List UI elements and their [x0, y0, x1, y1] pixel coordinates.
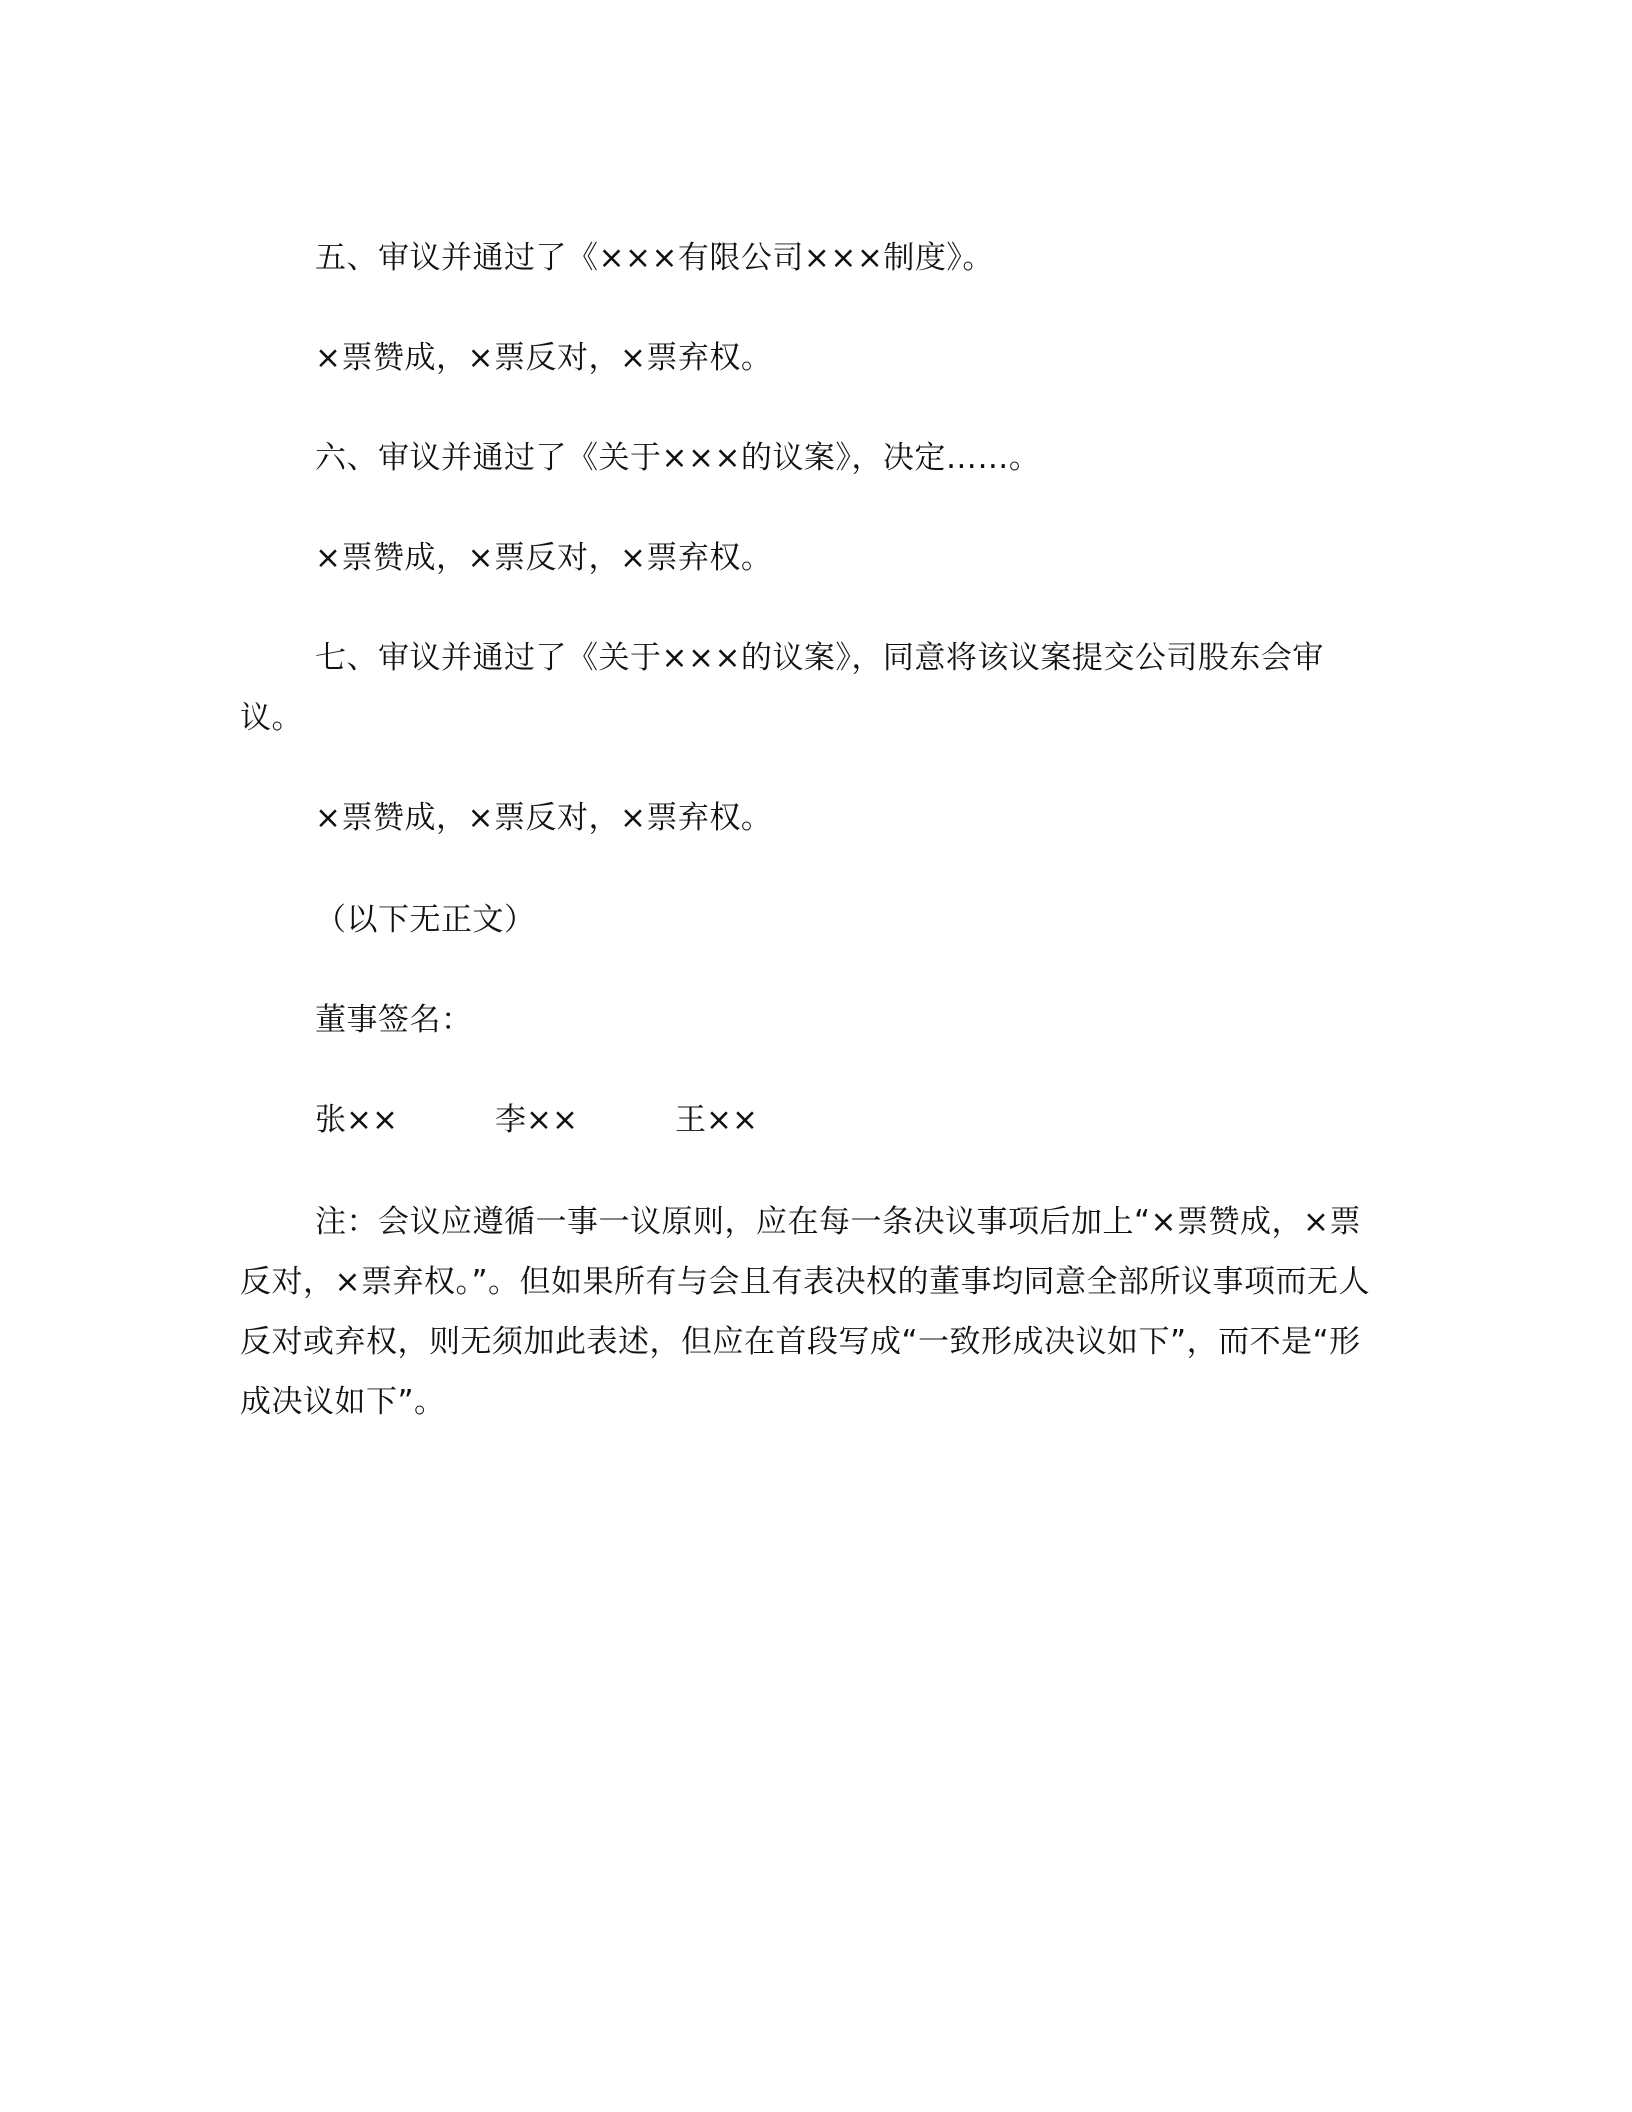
resolution-item-6: 六、审议并通过了《关于×××的议案》，决定……。	[315, 440, 1041, 476]
end-of-text-note: （以下无正文）	[315, 902, 536, 938]
resolution-item-7: 七、审议并通过了《关于×××的议案》，同意将该议案提交公司股东会审议。	[240, 640, 1324, 736]
signature-label: 董事签名：	[315, 1002, 473, 1038]
vote-result-5: ×票赞成，×票反对，×票弃权。	[315, 340, 773, 376]
signature-wang: 王××	[675, 1102, 758, 1138]
footnote: 注：会议应遵循一事一议原则，应在每一条决议事项后加上“×票赞成，×票反对，×票弃权。”。但如果所有与会且有表决权的董事均同意全部所议事项而无人反对或弃权，则无须加此表述，但应在首段写成“一致形成决议如下”，而不是“形成决议如下”。	[240, 1204, 1371, 1420]
resolution-item-5: 五、审议并通过了《×××有限公司×××制度》。	[315, 240, 994, 276]
vote-result-7: ×票赞成，×票反对，×票弃权。	[315, 800, 773, 836]
signature-li: 李××	[495, 1102, 578, 1138]
signature-zhang: 张××	[315, 1102, 398, 1138]
vote-result-6: ×票赞成，×票反对，×票弃权。	[315, 540, 773, 576]
